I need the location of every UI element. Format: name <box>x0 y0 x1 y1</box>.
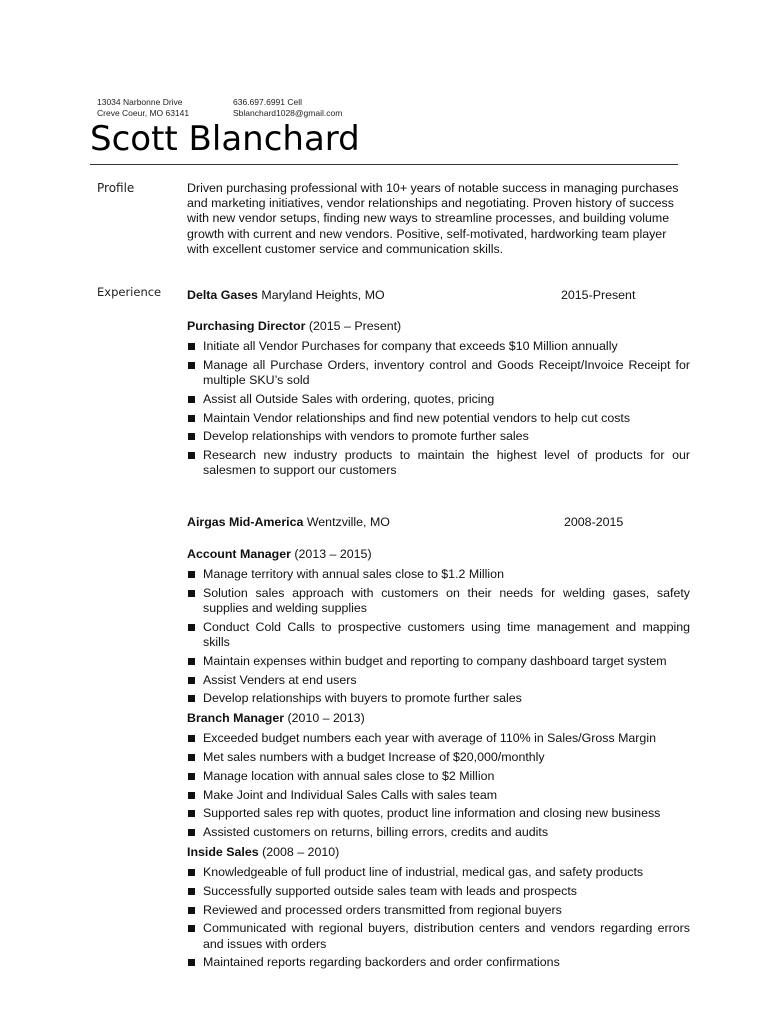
bullet-square-icon <box>188 925 195 932</box>
list-item <box>187 955 690 970</box>
header-divider <box>90 164 678 165</box>
bullet-square-icon <box>188 362 195 369</box>
bullet-square-icon <box>188 396 195 403</box>
role-heading <box>187 318 690 335</box>
list-item <box>187 731 690 746</box>
role-heading <box>187 844 690 861</box>
list-item <box>187 865 690 880</box>
list-item <box>187 884 690 899</box>
bullet-square-icon <box>188 677 195 684</box>
role-period: (2008 – 2010) <box>258 844 340 859</box>
list-item <box>187 358 690 388</box>
role-title: Inside Sales <box>187 844 259 859</box>
role-title: Branch Manager <box>187 711 285 726</box>
bullet-square-icon <box>188 433 195 440</box>
bullet-square-icon <box>188 658 195 665</box>
list-item <box>187 620 690 650</box>
bullet-square-icon <box>188 571 195 578</box>
role-title: Purchasing Director <box>187 319 306 333</box>
list-item <box>187 654 690 669</box>
list-item <box>187 903 690 918</box>
experience-section-label: Experience <box>97 285 162 299</box>
bullet-text: Maintain expenses within budget and reporting to company dashboard target system <box>203 653 667 668</box>
bullet-text: Conduct Cold Calls to prospective customers using time management and mapping skills <box>203 619 690 649</box>
list-item <box>187 691 690 706</box>
bullet-text: Knowledgeable of full product line of industrial, medical gas, and safety products <box>203 864 644 879</box>
list-item <box>187 586 690 616</box>
job-dates: 2015-Present <box>561 288 636 302</box>
contact-address <box>97 97 189 118</box>
bullet-square-icon <box>188 773 195 780</box>
bullet-square-icon <box>188 792 195 799</box>
bullet-square-icon <box>188 869 195 876</box>
company-name: Delta Gases <box>187 288 258 302</box>
bullet-text: Manage territory with annual sales close to $1.2 Million <box>203 567 504 581</box>
list-item <box>187 448 690 478</box>
bullet-text: Communicated with regional buyers, distribution centers and vendors regarding errors and issues with orders <box>203 921 690 951</box>
bullet-text: Make Joint and Individual Sales Calls with sales team <box>203 787 498 802</box>
bullet-text: Assist all Outside Sales with ordering, quotes, pricing <box>203 391 495 406</box>
list-item <box>187 825 690 840</box>
bullet-square-icon <box>188 829 195 836</box>
phone-number: 636.697.6991 Cell <box>233 97 303 107</box>
role-period: (2013 – 2015) <box>290 547 372 561</box>
bullet-text: Assisted customers on returns, billing errors, credits and audits <box>203 825 549 840</box>
bullet-square-icon <box>188 907 195 914</box>
role-bullet-list <box>187 865 690 971</box>
profile-section-label: Profile <box>97 181 135 195</box>
list-item <box>187 806 690 821</box>
bullet-text: Develop relationships with vendors to promote further sales <box>203 429 529 444</box>
bullet-text: Successfully supported outside sales team with leads and prospects <box>203 883 577 898</box>
list-item <box>187 673 690 688</box>
bullet-square-icon <box>188 695 195 702</box>
candidate-name: Scott Blanchard <box>90 119 360 159</box>
role-title: Account Manager <box>187 547 291 561</box>
bullet-text: Initiate all Vendor Purchases for company that exceeds $10 Million annually <box>203 339 618 353</box>
list-item <box>187 339 690 354</box>
job-dates: 2008-2015 <box>564 515 624 529</box>
role-period: (2010 – 2013) <box>284 711 365 726</box>
job-roles <box>187 546 690 974</box>
role-bullet-list <box>187 731 690 840</box>
bullet-text: Reviewed and processed orders transmitted from regional buyers <box>203 902 562 917</box>
job-header <box>187 287 690 304</box>
bullet-text: Solution sales approach with customers on their needs for welding gases, safety supplies and welding supplies <box>203 585 690 615</box>
role-heading <box>187 710 690 727</box>
company-location: Maryland Heights, MO <box>257 288 385 302</box>
list-item <box>187 921 690 951</box>
bullet-text: Assist Venders at end users <box>203 672 357 687</box>
job-roles <box>187 318 690 482</box>
bullet-text: Manage all Purchase Orders, inventory control and Goods Receipt/Invoice Receipt for multiple SKU’s sold <box>203 357 690 387</box>
list-item <box>187 788 690 803</box>
list-item <box>187 769 690 784</box>
job-header <box>187 514 690 531</box>
role-bullet-list <box>187 339 690 479</box>
bullet-text: Met sales numbers with a budget Increase of $20,000/monthly <box>203 749 545 764</box>
email-address: Sblanchard1028@gmail.com <box>233 107 343 118</box>
role-period: (2015 – Present) <box>305 319 402 333</box>
bullet-square-icon <box>188 959 195 966</box>
list-item <box>187 392 690 407</box>
contact-info <box>233 97 342 118</box>
bullet-square-icon <box>188 452 195 459</box>
role-heading <box>187 546 690 563</box>
list-item <box>187 411 690 426</box>
bullet-text: Maintain Vendor relationships and find new potential vendors to help cut costs <box>203 410 631 425</box>
bullet-text: Exceeded budget numbers each year with average of 110% in Sales/Gross Margin <box>203 731 656 746</box>
list-item <box>187 750 690 765</box>
bullet-square-icon <box>188 624 195 631</box>
bullet-square-icon <box>188 754 195 761</box>
address-line-1: 13034 Narbonne Drive <box>97 97 183 107</box>
company-name: Airgas Mid-America <box>187 515 304 529</box>
bullet-square-icon <box>188 735 195 742</box>
bullet-square-icon <box>188 415 195 422</box>
bullet-square-icon <box>188 810 195 817</box>
bullet-text: Maintained reports regarding backorders and order confirmations <box>203 955 560 970</box>
role-bullet-list <box>187 567 690 707</box>
bullet-text: Research new industry products to maintain the highest level of products for our salesmen to support our customers <box>203 448 690 478</box>
profile-summary: Driven purchasing professional with 10+ years of notable success in managing purchases and marketing initiatives, vendor relationships and negotiating. Proven history of success with new vendor setups, finding new ways to streamline processes, and building volume growth with current and new vendors. Positive, self-motivated, hardworking team player with excellent customer service and communication skills. <box>187 181 679 256</box>
bullet-text: Manage location with annual sales close to $2 Million <box>203 768 495 783</box>
bullet-text: Develop relationships with buyers to promote further sales <box>203 691 522 706</box>
bullet-square-icon <box>188 343 195 350</box>
list-item <box>187 429 690 444</box>
bullet-square-icon <box>188 590 195 597</box>
address-line-2: Creve Coeur, MO 63141 <box>97 107 190 118</box>
list-item <box>187 567 690 582</box>
bullet-square-icon <box>188 888 195 895</box>
bullet-text: Supported sales rep with quotes, product line information and closing new business <box>203 806 661 821</box>
company-location: Wentzville, MO <box>303 515 390 529</box>
